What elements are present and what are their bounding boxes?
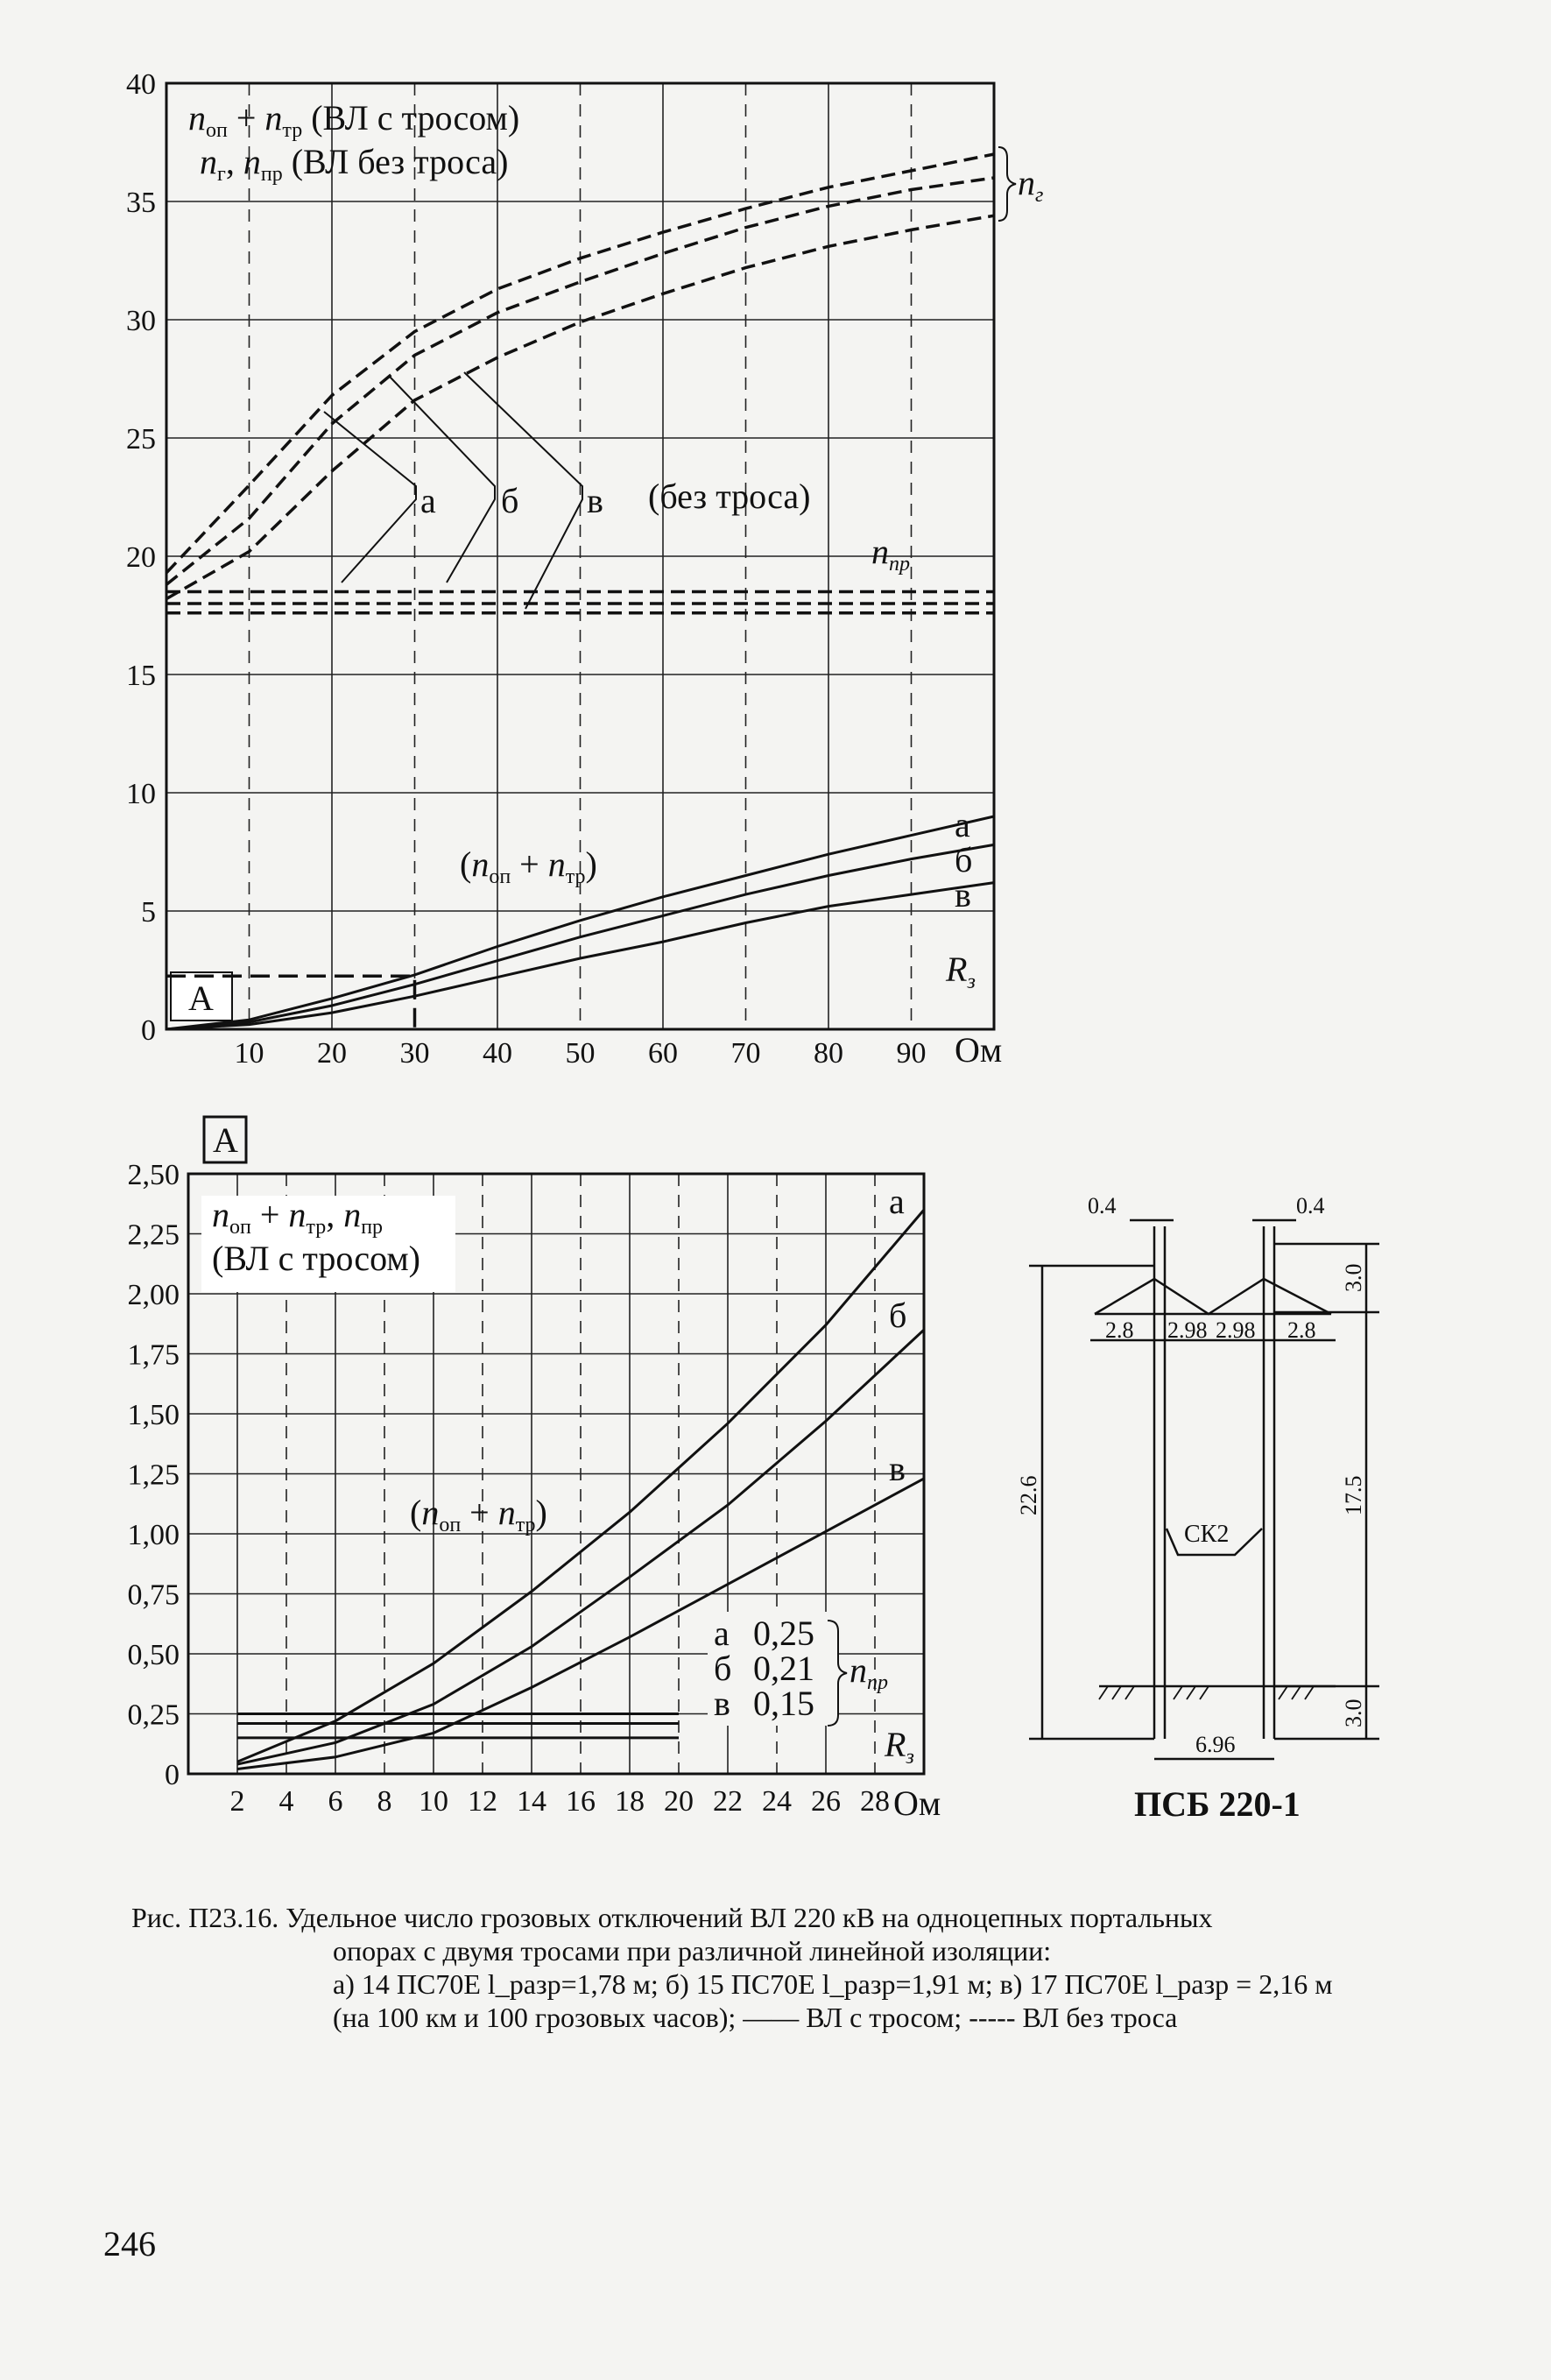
chart-inset-x-tick: 14 xyxy=(517,1785,546,1818)
chart-inset-ylabel-line1: $n_{оп} + n_{тр}$, $n_{пр}$ xyxy=(212,1195,384,1239)
dim-base: 6.96 xyxy=(1195,1732,1236,1757)
dim-arm-4: 2.8 xyxy=(1287,1317,1316,1343)
chart-main-x-tick: 50 xyxy=(565,1037,596,1070)
chart-inset-y-tick: 0,50 xyxy=(127,1639,180,1671)
inset-right-label-v: в xyxy=(889,1449,906,1488)
chart-inset-x-tick: 2 xyxy=(229,1785,245,1818)
chart-inset-x-tick: 24 xyxy=(762,1785,792,1818)
chart-main-y-tick: 10 xyxy=(126,778,156,810)
chart-inset-y-tick: 0,25 xyxy=(127,1698,180,1732)
ng-group-label: $n_г$ xyxy=(1018,163,1044,207)
with-wire-label: $(n_{оп} + n_{тр})$ xyxy=(460,844,597,888)
chart-main-x-tick: 60 xyxy=(648,1037,678,1070)
tower-diagram xyxy=(1029,1220,1379,1759)
chart-inset-y-tick: 2,50 xyxy=(127,1159,180,1191)
chart-main xyxy=(126,68,1043,1070)
npr-legend xyxy=(714,1614,814,1723)
dim-bottom: 3.0 xyxy=(1341,1698,1366,1727)
curve-label-v: в xyxy=(587,481,603,520)
curve-label-a: а xyxy=(420,481,436,520)
inset-panel-label: А xyxy=(213,1120,238,1160)
chart-main-x-tick: 80 xyxy=(814,1037,843,1070)
inset-right-label-b: б xyxy=(889,1296,907,1335)
npr-legend-name-v: в xyxy=(714,1684,730,1723)
chart-main-xlabel: $R_з$ xyxy=(946,950,976,993)
brace-label: СК2 xyxy=(1184,1521,1230,1548)
curve-label-b: б xyxy=(501,481,519,520)
right-label-v: в xyxy=(955,875,971,915)
chart-main-x-tick: 20 xyxy=(317,1037,347,1070)
chart-main-x-tick: 40 xyxy=(483,1037,512,1070)
right-label-a: а xyxy=(955,805,970,844)
chart-inset-y-tick: 1,50 xyxy=(127,1399,180,1431)
npr-legend-value-v: 0,15 xyxy=(753,1684,814,1723)
chart-inset-x-ticks xyxy=(230,1785,891,1818)
chart-inset-xlabel: $R_з$ xyxy=(885,1725,914,1769)
dim-height-mid: 17.5 xyxy=(1341,1475,1366,1515)
no-wire-label: (без троса) xyxy=(648,477,811,516)
chart-main-y-tick: 25 xyxy=(126,423,156,456)
chart-inset-y-ticks xyxy=(128,1159,180,1791)
npr-group-label: $n_{пр}$ xyxy=(871,532,910,576)
chart-inset-x-tick: 22 xyxy=(713,1785,743,1818)
chart-main-x-tick: 30 xyxy=(399,1037,430,1070)
chart-main-y-tick: 30 xyxy=(126,305,156,337)
page-number: 246 xyxy=(103,2224,156,2263)
curve-leaders xyxy=(324,372,582,609)
caption-line-2: опорах с двумя тросами при различной линейной изоляции: xyxy=(333,1935,1052,1967)
chart-main-y-tick: 15 xyxy=(126,660,156,692)
diagram-title: ПСБ 220-1 xyxy=(1134,1784,1301,1824)
caption-line-4: (на 100 км и 100 грозовых часов); —— ВЛ с тросом; ----- ВЛ без троса xyxy=(333,2002,1178,2033)
chart-main-ylabel-line2: $n_г$, $n_{пр}$ (ВЛ без троса) xyxy=(200,142,509,186)
chart-inset-x-tick: 10 xyxy=(419,1785,448,1818)
chart-inset-y-tick: 2,25 xyxy=(127,1218,180,1252)
npr-legend-value-a: 0,25 xyxy=(753,1614,814,1653)
chart-main-y-tick: 35 xyxy=(126,187,156,219)
caption-line-3: а) 14 ПС70Е l_разр=1,78 м; б) 15 ПС70Е l_разр=1,91 м; в) 17 ПС70Е l_разр = 2,16 м xyxy=(333,1968,1333,2000)
chart-inset-x-tick: 12 xyxy=(468,1785,497,1818)
dim-arm-1: 2.8 xyxy=(1105,1317,1134,1343)
ng-brace xyxy=(998,147,1016,221)
chart-inset-y-tick: 1,00 xyxy=(127,1519,180,1551)
chart-main-x-ticks xyxy=(235,1037,927,1070)
chart-main-y-tick: 0 xyxy=(141,1014,156,1047)
zoom-box-a-label: А xyxy=(188,978,214,1018)
chart-inset-x-tick: 16 xyxy=(566,1785,596,1818)
dim-top-right: 0.4 xyxy=(1296,1193,1325,1218)
chart-inset-x-tick: 8 xyxy=(377,1785,392,1818)
chart-inset-y-tick: 2,00 xyxy=(127,1279,180,1311)
chart-inset-y-tick: 1,75 xyxy=(127,1338,180,1372)
chart-inset-x-tick: 20 xyxy=(664,1785,694,1818)
npr-legend-value-b: 0,21 xyxy=(753,1649,814,1688)
chart-inset-ylabel-line2: (ВЛ с тросом) xyxy=(212,1239,420,1278)
npr-legend-name-b: б xyxy=(714,1649,732,1688)
chart-inset-x-tick: 26 xyxy=(811,1785,841,1818)
caption-line-1: Рис. П23.16. Удельное число грозовых отключений ВЛ 220 кВ на одноцепных портальных xyxy=(131,1902,1213,1933)
chart-main-ylabel-line1: $n_{оп} + n_{тр}$ (ВЛ с тросом) xyxy=(188,98,520,142)
tower-dimension-labels xyxy=(1016,1193,1366,1824)
chart-inset-y-tick: 1,25 xyxy=(127,1458,180,1492)
chart-inset-x-tick: 4 xyxy=(278,1785,294,1818)
chart-main-x-tick: 90 xyxy=(896,1037,927,1070)
chart-inset-y-tick: 0,75 xyxy=(127,1578,180,1612)
dim-arm-3: 2.98 xyxy=(1216,1317,1256,1343)
chart-main-x-tick: 70 xyxy=(730,1037,761,1070)
dim-height-total: 22.6 xyxy=(1016,1475,1041,1515)
chart-main-x-tick: 10 xyxy=(234,1037,264,1070)
chart-inset-x-tick: 28 xyxy=(860,1785,890,1818)
dim-top-left: 0.4 xyxy=(1088,1193,1117,1218)
right-label-b: б xyxy=(955,840,973,879)
chart-inset-y-tick: 0 xyxy=(165,1759,180,1791)
chart-main-y-tick: 40 xyxy=(126,68,156,101)
inset-right-label-a: а xyxy=(889,1182,905,1221)
chart-inset-x-unit: Ом xyxy=(893,1783,941,1823)
chart-main-y-tick: 5 xyxy=(141,896,156,929)
dim-top: 3.0 xyxy=(1341,1263,1366,1292)
chart-main-y-tick: 20 xyxy=(126,541,156,574)
chart-inset-x-tick: 18 xyxy=(615,1785,645,1818)
chart-inset-x-tick: 6 xyxy=(328,1785,343,1818)
chart-main-x-unit: Ом xyxy=(955,1030,1003,1070)
inset-npr-label: $n_{пр}$ xyxy=(850,1650,888,1694)
chart-main-y-ticks xyxy=(126,68,156,1047)
dim-arm-2: 2.98 xyxy=(1167,1317,1208,1343)
inset-with-wire-label: $(n_{оп} + n_{тр})$ xyxy=(410,1493,547,1536)
npr-legend-name-a: а xyxy=(714,1614,730,1653)
chart-inset xyxy=(128,1117,941,1823)
figure-caption xyxy=(131,1901,1428,2034)
